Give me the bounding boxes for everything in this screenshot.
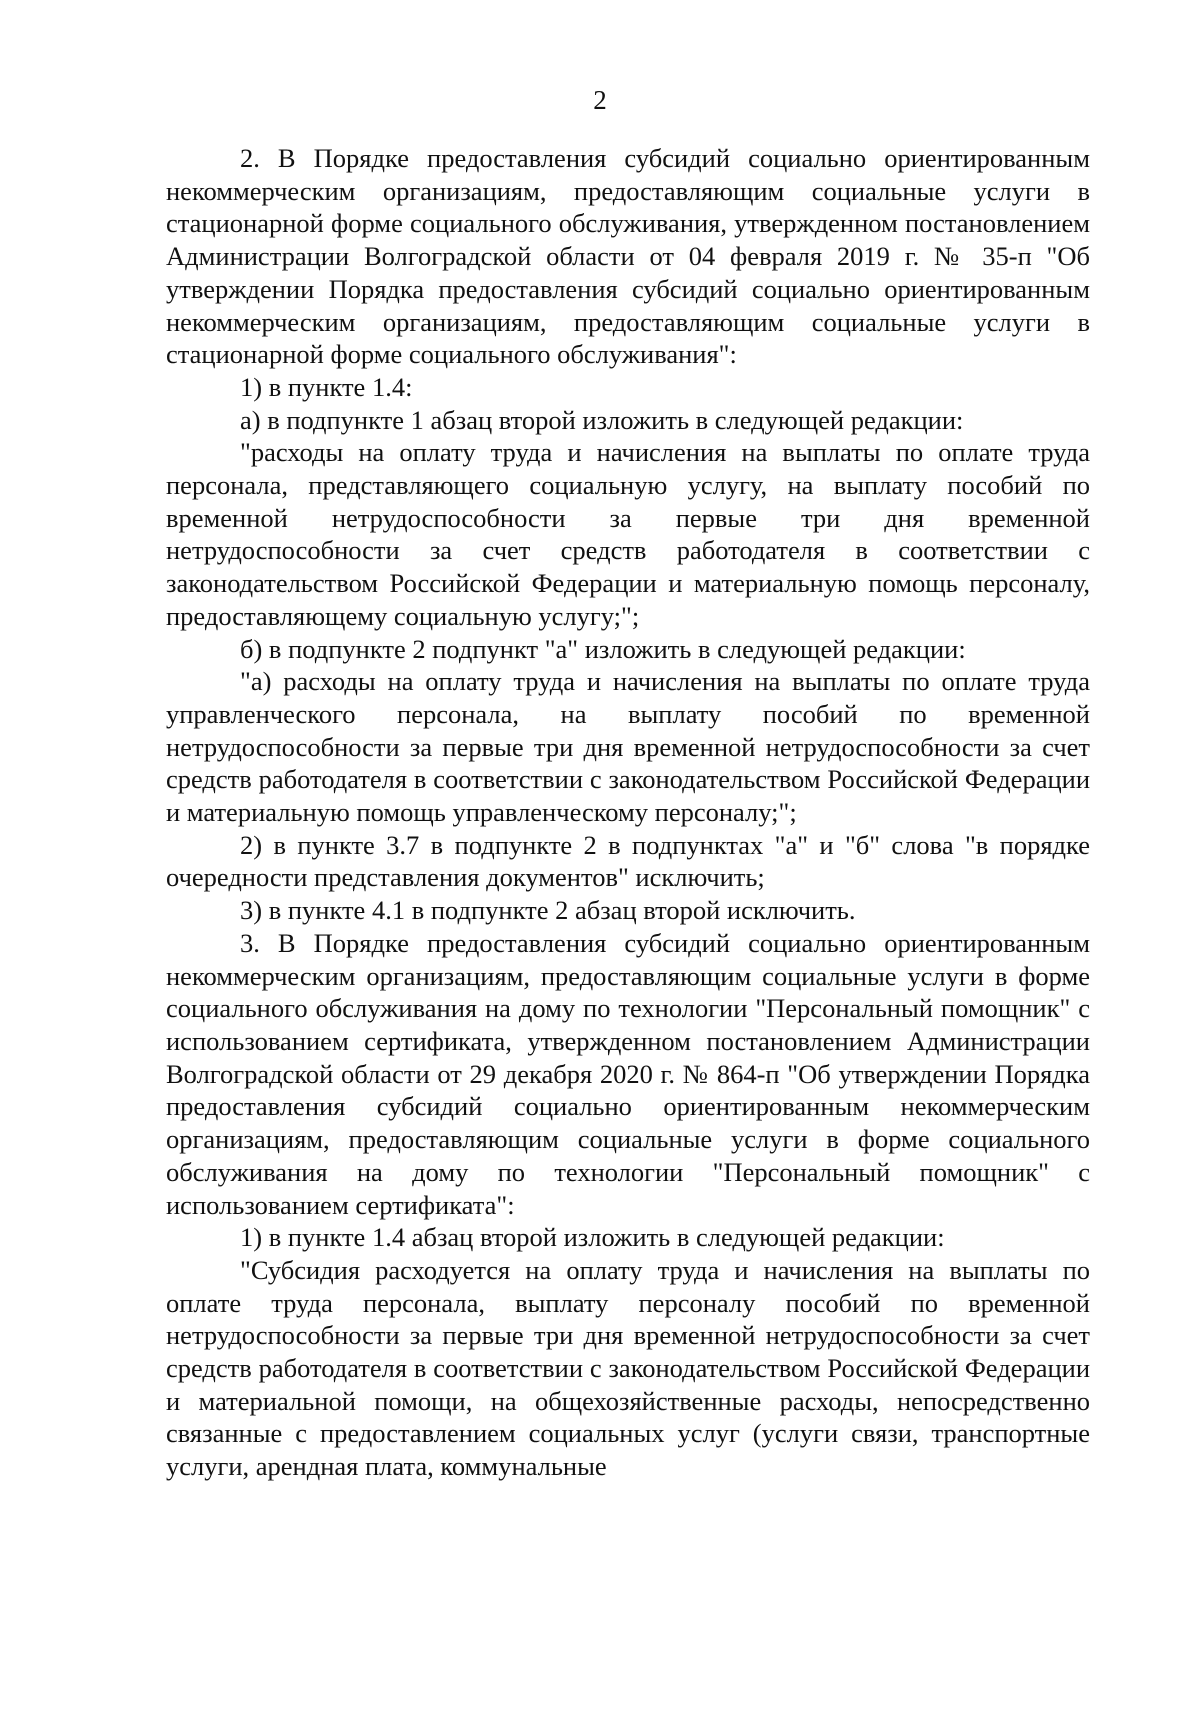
page-number: 2	[593, 85, 607, 115]
document-body	[166, 142, 1090, 1483]
paragraph-item-2: 2) в пункте 3.7 в подпункте 2 в подпунктах "а" и "б" слова "в порядке очередности представления документов" исключить;	[166, 829, 1090, 893]
paragraph-item-1a: а) в подпункте 1 абзац второй изложить в следующей редакции:	[240, 404, 964, 435]
paragraph-section-3-quote: "Субсидия расходуется на оплату труда и начисления на выплаты по оплате труда персонала, выплату персоналу пособий по временной нетрудоспособности за первые три дня временной нетрудоспособности за счет средств работодателя в соответствии с законодательством Российской Федерации и материальной помощи, на общехозяйственные расходы, непосредственно связанные с предоставлением социальных услуг (услуги связи, транспортные услуги, арендная плата, коммунальные	[166, 1254, 1090, 1482]
paragraph-item-1b: б) в подпункте 2 подпункт "а" изложить в следующей редакции:	[240, 633, 966, 664]
paragraph-quote-1b: "а) расходы на оплату труда и начисления на выплаты по оплате труда управленческого персонала, на выплату пособий по временной нетрудоспособности за первые три дня временной нетрудоспособности за счет средств работодателя в соответствии с законодательством Российской Федерации и материальную помощь управленческому персоналу;";	[166, 666, 1090, 828]
paragraph-section-3-item-1: 1) в пункте 1.4 абзац второй изложить в следующей редакции:	[240, 1222, 945, 1253]
paragraph-item-3: 3) в пункте 4.1 в подпункте 2 абзац второй исключить.	[240, 895, 856, 926]
paragraph-quote-1a: "расходы на оплату труда и начисления на выплаты по оплате труда персонала, представляющего социальную услугу, на выплату пособий по временной нетрудоспособности за первые три дня временной нетрудоспособности за счет средств работодателя в соответствии с законодательством Российской Федерации и материальную помощь персоналу, предоставляющему социальную услугу;";	[166, 437, 1090, 631]
paragraph-section-3-intro: 3. В Порядке предоставления субсидий социально ориентированным некоммерческим организациям, предоставляющим социальные услуги в форме социального обслуживания на дому по технологии "Персональный помощник" с использованием сертификата, утвержденном постановлением Администрации Волгоградской области от 29 декабря 2020 г. № 864-п "Об утверждении Порядка предоставления субсидий социально ориентированным некоммерческим организациям, предоставляющим социальные услуги в форме социального обслуживания на дому по технологии "Персональный помощник" с использованием сертификата":	[166, 927, 1090, 1220]
paragraph-section-2-intro: 2. В Порядке предоставления субсидий социально ориентированным некоммерческим организациям, предоставляющим социальные услуги в стационарной форме социального обслуживания, утвержденном постановлением Администрации Волгоградской области от 04 февраля 2019 г. № 35-п "Об утверждении Порядка предоставления субсидий социально ориентированным некоммерческим организациям, предоставляющим социальные услуги в стационарной форме социального обслуживания":	[166, 143, 1090, 370]
paragraph-item-1: 1) в пункте 1.4:	[240, 371, 413, 402]
